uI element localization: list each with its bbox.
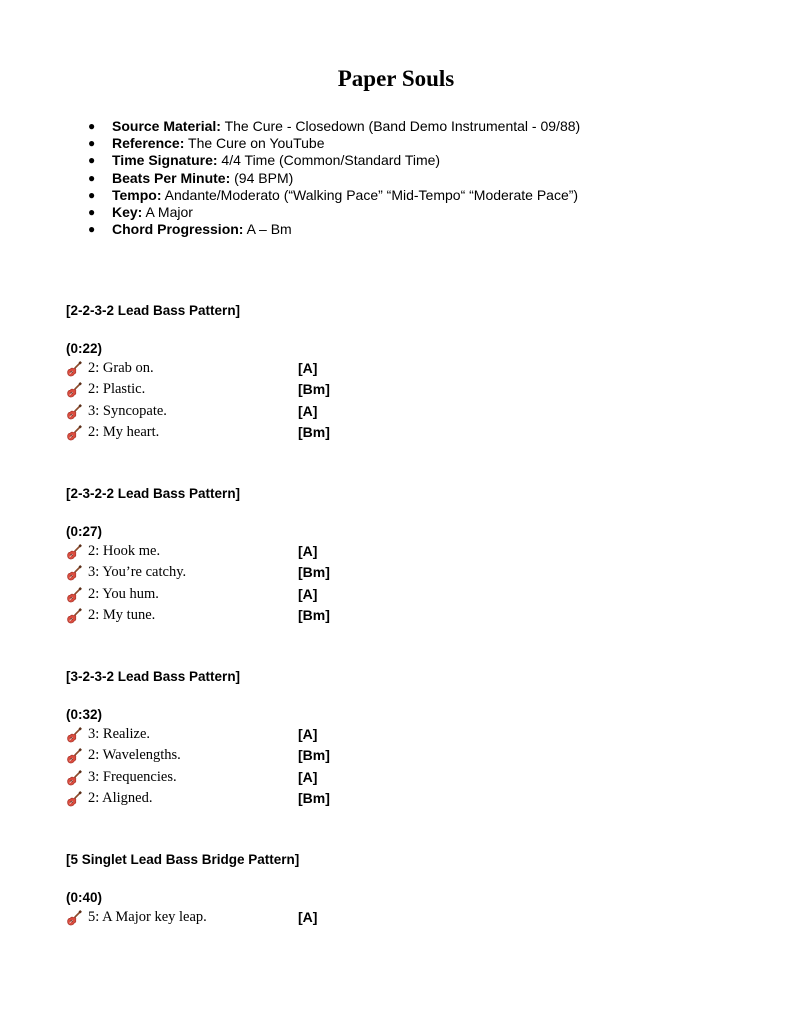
meta-source bbox=[88, 118, 580, 135]
chord-label: [Bm] bbox=[298, 564, 330, 581]
meta-bpm bbox=[88, 170, 580, 187]
meta-reference bbox=[88, 135, 580, 152]
lyric-section bbox=[66, 851, 466, 928]
chord-label: [A] bbox=[298, 402, 318, 419]
metadata-list bbox=[88, 118, 580, 238]
page-title: Paper Souls bbox=[337, 66, 455, 91]
guitar-icon bbox=[66, 791, 82, 807]
guitar-icon bbox=[66, 608, 82, 624]
meta-value: The Cure - Closedown (Band Demo Instrumental - 09/88) bbox=[220, 118, 581, 134]
lyric-text: 3: Realize. bbox=[88, 726, 151, 742]
bullet: ● bbox=[88, 136, 96, 151]
meta-label: Reference: bbox=[112, 135, 185, 152]
guitar-icon bbox=[66, 544, 82, 560]
lyric-row bbox=[66, 605, 466, 626]
chord-label: [A] bbox=[298, 360, 318, 376]
meta-chord-progression bbox=[88, 221, 580, 238]
chord-label: [A] bbox=[298, 768, 318, 785]
guitar-icon bbox=[66, 587, 82, 603]
lyric-row bbox=[66, 541, 466, 562]
guitar-icon bbox=[66, 910, 82, 926]
guitar-icon bbox=[66, 361, 82, 377]
meta-value: (94 BPM) bbox=[230, 169, 294, 186]
meta-value: Andante/Moderato (“Walking Pace” “Mid-Tempo“ “Moderate Pace”) bbox=[161, 186, 579, 203]
lyric-row bbox=[66, 422, 466, 443]
lyric-section bbox=[66, 302, 466, 443]
lyric-row bbox=[66, 401, 466, 422]
section-timestamp: (0:22) bbox=[66, 341, 103, 356]
chord-label: [Bm] bbox=[298, 789, 330, 806]
meta-label: Beats Per Minute: bbox=[112, 169, 231, 186]
section-heading: [2-3-2-2 Lead Bass Pattern] bbox=[66, 486, 241, 501]
section-timestamp: (0:27) bbox=[66, 524, 103, 539]
lyric-text: 2: Plastic. bbox=[88, 381, 146, 398]
meta-label: Time Signature: bbox=[112, 152, 218, 169]
lyric-text: 2: Wavelengths. bbox=[88, 747, 181, 764]
lyric-row bbox=[66, 767, 466, 788]
lyric-text: 2: My heart. bbox=[88, 423, 160, 440]
lyric-row bbox=[66, 745, 466, 766]
section-heading: [3-2-3-2 Lead Bass Pattern] bbox=[66, 669, 241, 684]
chord-label: [A] bbox=[298, 585, 318, 602]
section-heading: [5 Singlet Lead Bass Bridge Pattern] bbox=[66, 852, 300, 867]
meta-time-signature bbox=[88, 152, 580, 169]
lyric-text: 3: Frequencies. bbox=[88, 768, 177, 785]
meta-tempo bbox=[88, 187, 580, 204]
section-heading: [2-2-3-2 Lead Bass Pattern] bbox=[66, 303, 241, 318]
lyric-text: 3: You’re catchy. bbox=[88, 564, 187, 581]
lyric-row bbox=[66, 562, 466, 583]
lyric-text: 5: A Major key leap. bbox=[88, 909, 207, 925]
lyric-text: 2: Hook me. bbox=[88, 543, 161, 559]
meta-value: A Major bbox=[142, 203, 193, 220]
section-timestamp: (0:40) bbox=[66, 890, 103, 905]
lyric-row bbox=[66, 584, 466, 605]
meta-value: The Cure on YouTube bbox=[184, 135, 325, 152]
bullet: ● bbox=[88, 170, 96, 185]
meta-label: Key: bbox=[112, 203, 143, 220]
chord-label: [Bm] bbox=[298, 423, 330, 440]
meta-label: Chord Progression: bbox=[112, 221, 244, 238]
chord-label: [A] bbox=[298, 726, 318, 742]
lyric-text: 2: Aligned. bbox=[88, 789, 153, 806]
lyric-row bbox=[66, 358, 466, 379]
section-timestamp: (0:32) bbox=[66, 707, 103, 722]
guitar-icon bbox=[66, 404, 82, 420]
guitar-icon bbox=[66, 748, 82, 764]
bullet: ● bbox=[88, 119, 96, 133]
chord-label: [Bm] bbox=[298, 381, 330, 398]
meta-label: Source Material: bbox=[112, 118, 221, 134]
guitar-icon bbox=[66, 770, 82, 786]
lyric-section bbox=[66, 668, 466, 809]
guitar-icon bbox=[66, 425, 82, 441]
meta-key bbox=[88, 204, 580, 221]
chord-label: [Bm] bbox=[298, 747, 330, 764]
meta-value: 4/4 Time (Common/Standard Time) bbox=[217, 152, 441, 169]
lyric-row bbox=[66, 724, 466, 745]
lyric-row bbox=[66, 379, 466, 400]
lyric-row bbox=[66, 907, 466, 928]
guitar-icon bbox=[66, 727, 82, 743]
lyric-text: 2: My tune. bbox=[88, 606, 156, 623]
chord-label: [A] bbox=[298, 543, 318, 559]
lyric-text: 3: Syncopate. bbox=[88, 402, 167, 419]
chord-label: [Bm] bbox=[298, 606, 330, 623]
bullet: ● bbox=[88, 204, 96, 219]
meta-value: A – Bm bbox=[243, 221, 292, 238]
lyric-text: 2: You hum. bbox=[88, 585, 159, 602]
lyric-row bbox=[66, 788, 466, 809]
bullet: ● bbox=[88, 187, 96, 202]
guitar-icon bbox=[66, 565, 82, 581]
meta-label: Tempo: bbox=[112, 186, 162, 203]
chord-label: [A] bbox=[298, 909, 318, 925]
lyric-text: 2: Grab on. bbox=[88, 360, 154, 376]
guitar-icon bbox=[66, 382, 82, 398]
bullet: ● bbox=[88, 222, 96, 237]
lyric-section bbox=[66, 485, 466, 626]
bullet: ● bbox=[88, 153, 96, 168]
